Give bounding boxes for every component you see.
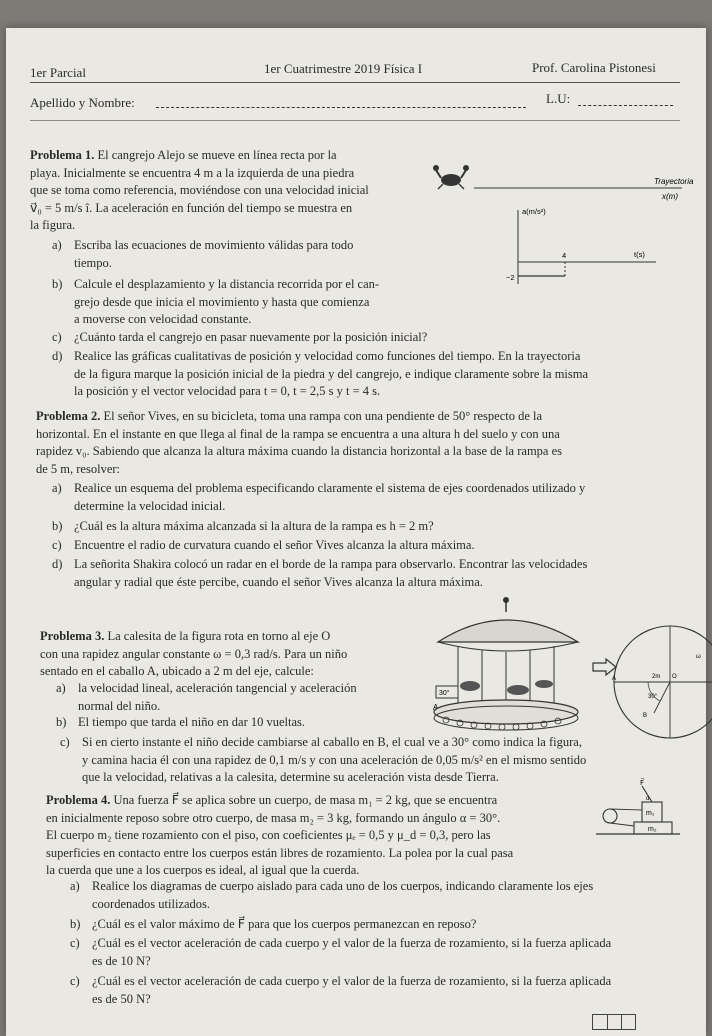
- problem-4-figure: [594, 780, 684, 840]
- lu-label: L.U:: [546, 91, 571, 106]
- crab-icon: [433, 165, 469, 189]
- exam-sheet: 1er Parcial 1er Cuatrimestre 2019 Física I Prof. Carolina Pistonesi Apellido y Nombre: L.U: Problema 1. El cangrejo Alejo se mueve en línea recta por la playa. Inicialmente se encuentra 4 m a la izquierda de una piedra que se toma como referencia, moviéndose con una velocidad inicial v⃗₀ = 5 m/s î. La aceleración en función del tiempo se muestra en la figura. a) Escriba las ecuaciones de movimiento válidas para todo tiempo. b) Calcule el desplazamiento y la distancia recorrida por el can- grejo desde que inicia el movimiento y hasta que comienza a moverse con velocidad constante. c) ¿Cuánto tarda el cangrejo en pasar nuevamente por la posición inicial? d) Realice las gráficas cualitativas de posición y velocidad como funciones del tiempo. En la trayectoria de la figura marque la posición inicial de la piedra y del cangrejo, e indique claramente sobre la misma la posición y el vector velocidad para t = 0, t = 2,5 s y t = 4 s. Trayectoria x(m) a(m/s²) t(s) 4 −2 Problema 2. El señor Vives, en su bicicleta, toma una rampa con una pendiente de 50° respecto de la horizontal. En el instante en que llega al final de la rampa se encuentra a una altura h del suelo y con una rapidez v₀. Sabiendo que alcanza la altura máxima cuando la distancia horizontal a la base de la rampa es de 5 m, resolver: a) Realice un esquema del problema especificando claramente el sistema de ejes coordenados utilizado y determine la velocidad inicial. b) ¿Cuál es la altura máxima alcanzada si la altura de la rampa es h = 2 m? c) Encuentre el radio de curvatura cuando el señor Vives alcanza la altura máxima. d) La señorita Shakira colocó un radar en el borde de la rampa para observarlo. Encontrar las velocidades angular y radial que éste percibe, cuando el señor Vives alcanza la altura máxima. Problema 3. La calesita de la figura rota en torno al eje O con una rapidez angular constante ω = 0,3 rad/s. Para un niño sentado en el caballo A, ubicado a 2 m del eje, calcule: a) la velocidad lineal, aceleración tangencial y aceleración normal del niño. b) El tiempo que tarda el niño en dar 10 vueltas. c) Si en cierto instante el niño decide cambiarse al caballo en B, el cual ve a 30° como indica la figura, y camina hacia él con una rapidez de 0,1 m/s y con una aceleración de 0,05 m/s² en el mismo sentido que la velocidad, relativas a la calesita, determine su aceleración vista desde Tierra. 30° A 30° 2m A O B ω Problema 4. Una fuerza F⃗ se aplica sobre un cuerpo, de masa m₁ = 2 kg, que se encuentra en inicialmente reposo sobre otro cuerpo, de masa m₂ = 3 kg, formando un ángulo α = 30°. El cuerpo m₂ tiene rozamiento con el piso, con coeficientes μₑ = 0,5 y μ_d = 0,3, pero las superficies en contacto entre los cuerpos están libres de rozamiento. La polea por la cual pasa la cuerda que une a los cuerpos es ideal, al igual que la cuerda. F⃗ α m₁ m₂ a) Realice los diagramas de cuerpo aislado para cada uno de los cuerpos, indicando claramente los ejes coordenados utilizados. b) ¿Cuál es el valor máximo de F⃗ para que los cuerpos permanezcan en reposo? c) ¿Cuál es el vector aceleración de cada cuerpo y el valor de la fuerza de rozamiento, si la fuerza aplicada es de 10 N? c) ¿Cuál es el vector aceleración de cada cuerpo y el valor de la fuerza de rozamiento, si la fuerza aplicada es de 50 N?: [6, 28, 706, 1036]
- m1-label: m₁: [646, 810, 655, 817]
- problem-3-statement: Problema 3. La calesita de la figura rota en torno al eje O con una rapidez angular constante ω = 0,3 rad/s. Para un niño sentado en el caballo A, ubicado a 2 m del eje, calcule:: [40, 629, 348, 678]
- force-label: F⃗: [640, 780, 645, 787]
- header-rule-2: [30, 120, 680, 121]
- carousel-angle-label: 30°: [439, 690, 450, 697]
- header-left: 1er Parcial: [30, 65, 86, 80]
- top-view-label-a: A: [612, 676, 617, 682]
- lu-field-line[interactable]: [578, 105, 673, 106]
- score-boxes: [592, 1014, 636, 1030]
- tick-minus2: −2: [506, 273, 515, 282]
- trajectory-label: Trayectoria: [654, 177, 694, 186]
- carousel-top-view: [610, 616, 706, 744]
- header-center: 1er Cuatrimestre 2019 Física I: [264, 61, 423, 76]
- problem-2-title: Problema 2.: [36, 409, 101, 423]
- carousel-label-a: A: [433, 703, 439, 712]
- top-view-angle: 30°: [648, 694, 658, 700]
- problem-4-statement: Problema 4. Una fuerza F⃗ se aplica sobre un cuerpo, de masa m₁ = 2 kg, que se encuentra en inicialmente reposo sobre otro cuerpo, de masa m₂ = 3 kg, formando un ángulo α = 30°. El cuerpo m₂ tiene rozamiento con el piso, con coeficientes μₑ = 0,5 y μ_d = 0,3, pero las superficies en contacto entre los cuerpos están libres de rozamiento. La polea por la cual pasa la cuerda que une a los cuerpos es ideal, al igual que la cuerda.: [46, 793, 514, 877]
- carousel-roof: [438, 620, 578, 642]
- problem-4-title: Problema 4.: [46, 793, 111, 807]
- tick-4: 4: [562, 251, 567, 260]
- t-axis-label: t(s): [634, 250, 645, 259]
- header-right: Prof. Carolina Pistonesi: [532, 60, 656, 75]
- header-rule: [30, 82, 680, 83]
- top-view-omega: ω: [696, 654, 701, 660]
- problem-1-title: Problema 1.: [30, 148, 95, 162]
- carousel-base: [434, 700, 578, 724]
- pulley-icon: [603, 809, 617, 823]
- x-axis-label: x(m): [662, 192, 678, 201]
- m2-label: m₂: [648, 826, 657, 833]
- name-field-line[interactable]: [156, 107, 526, 108]
- alpha-label: α: [646, 796, 650, 802]
- problem-3-title: Problema 3.: [40, 629, 105, 643]
- problem-1-figure: [426, 156, 694, 286]
- a-axis-label: a(m/s²): [522, 207, 546, 216]
- problem-2-statement: Problema 2. El señor Vives, en su bicicleta, toma una rampa con una pendiente de 50° respecto de la horizontal. En el instante en que llega al final de la rampa se encuentra a una altura h del suelo y con una rapidez v₀. Sabiendo que alcanza la altura máxima cuando la distancia horizontal a la base de la rampa es de 5 m, resolver:: [36, 409, 563, 476]
- carousel-figure: [418, 590, 598, 735]
- problem-1-statement: Problema 1. El cangrejo Alejo se mueve en línea recta por la playa. Inicialmente se encuentra 4 m a la izquierda de una piedra que se toma como referencia, moviéndose con una velocidad inicial v⃗₀ = 5 m/s î. La aceleración en función del tiempo se muestra en la figura.: [30, 148, 369, 232]
- name-label: Apellido y Nombre:: [30, 95, 135, 110]
- top-view-radius: 2m: [652, 674, 661, 680]
- top-view-label-o: O: [672, 674, 677, 680]
- top-view-label-b: B: [643, 713, 648, 719]
